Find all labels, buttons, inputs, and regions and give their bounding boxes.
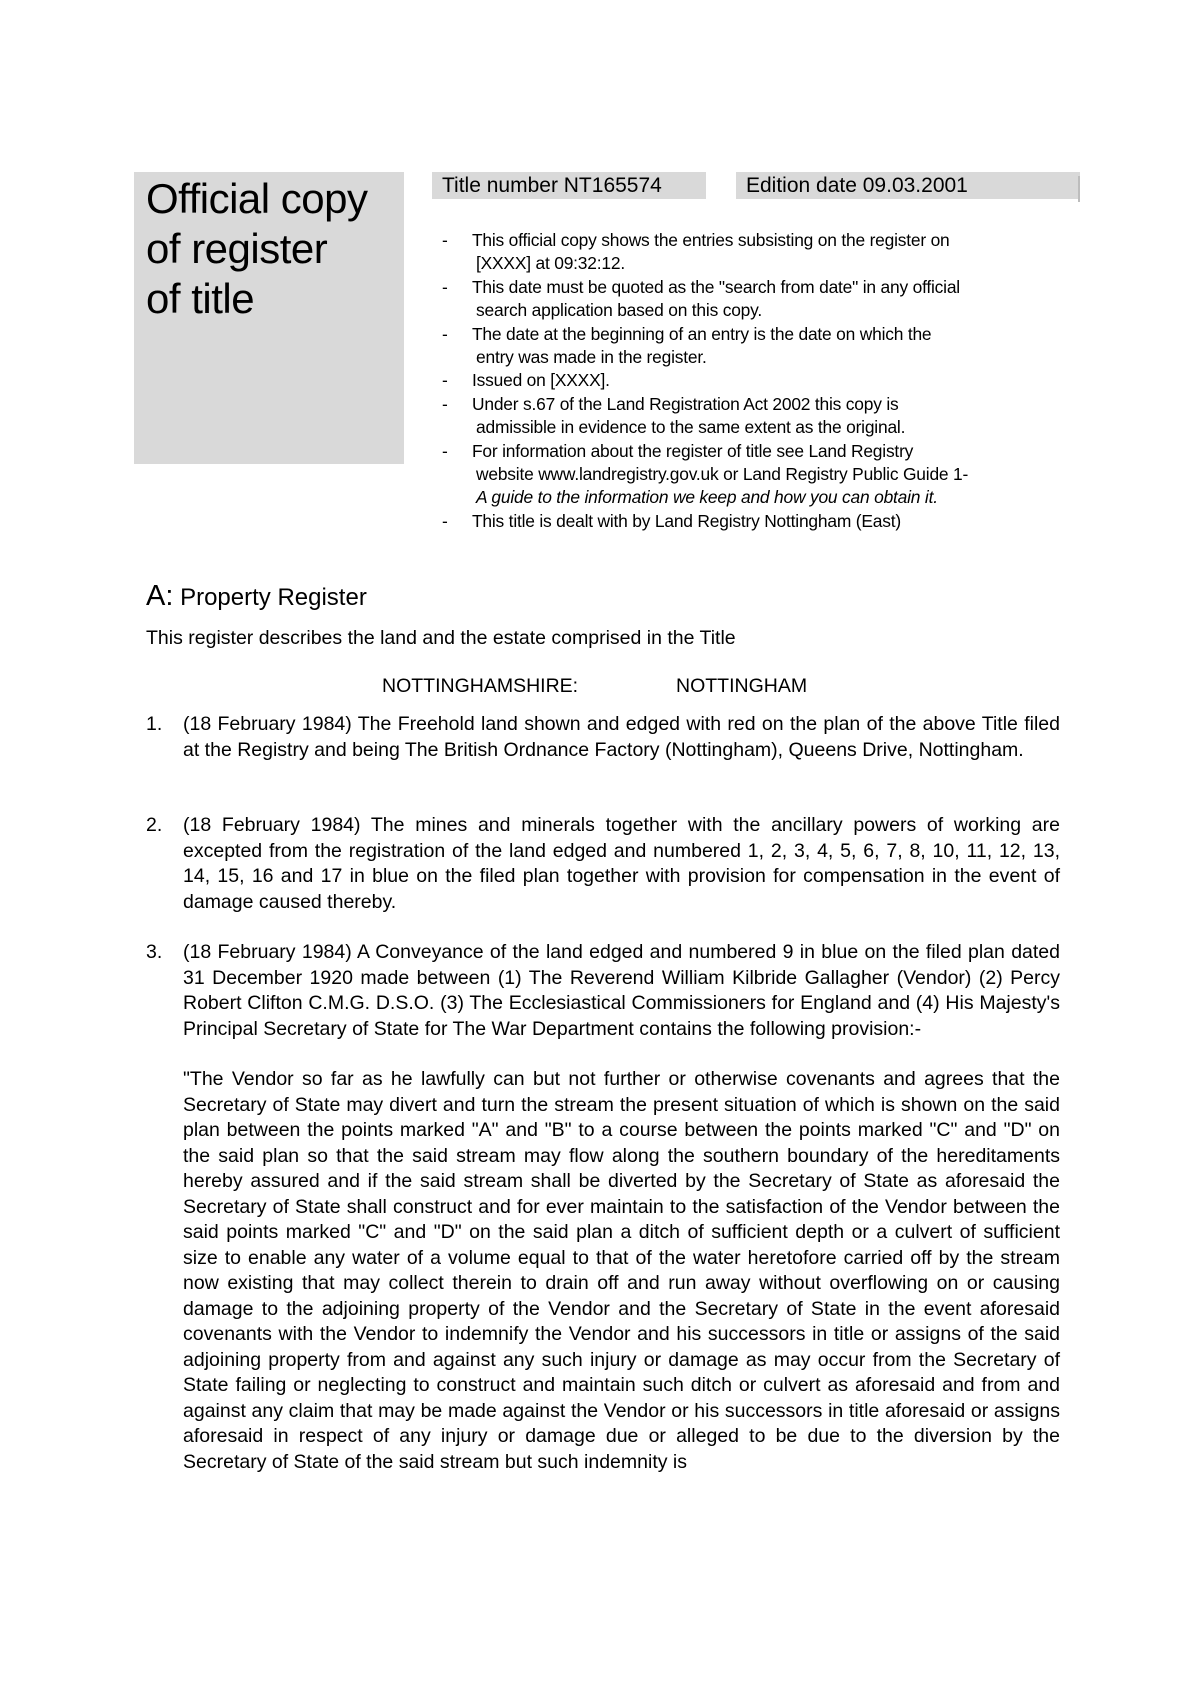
- copy-notes-list: [440, 229, 1090, 533]
- section-letter: A:: [146, 580, 174, 612]
- entry-number: 2.: [146, 814, 163, 836]
- property-register-description: This register describes the land and the estate comprised in the Title: [146, 627, 736, 649]
- edition-date: Edition date 09.03.2001: [736, 172, 1080, 199]
- note-item: [440, 510, 1090, 533]
- entry-text: (18 February 1984) The Freehold land shown and edged with red on the plan of the above Title filed at the Registry and being The British Ordnance Factory (Nottingham), Queens Drive, Nottingham.: [183, 713, 1060, 761]
- note-line: Issued on [XXXX].: [472, 370, 610, 391]
- edition-bar-edge: [1078, 176, 1080, 202]
- document-title-line: of register: [146, 225, 328, 272]
- administrative-area: [382, 675, 808, 698]
- district-name: NOTTINGHAM: [676, 675, 808, 697]
- note-line: For information about the register of title see Land Registry: [472, 440, 914, 461]
- note-item: [440, 369, 1090, 392]
- register-entry: [146, 813, 1060, 915]
- note-line: This title is dealt with by Land Registry Nottingham (East): [472, 510, 901, 531]
- entry-number: 3.: [146, 941, 163, 963]
- entry-text: (18 February 1984) The mines and minerals together with the ancillary powers of working are excepted from the registration of the land edged and numbered 1, 2, 3, 4, 5, 6, 7, 8, 10, 11, 12, 13, 14, 15, 16 and 17 in blue on the filed plan together with provision for compensation in the event of damage caused thereby.: [183, 814, 1060, 913]
- public-guide-title: A guide to the information we keep and how you can obtain it.: [476, 487, 938, 508]
- note-item: [440, 393, 1090, 440]
- document-title: [146, 174, 402, 324]
- title-number: Title number NT165574: [432, 172, 706, 199]
- title-panel: [134, 172, 404, 464]
- note-line: admissible in evidence to the same extent as the original.: [476, 417, 906, 438]
- note-item: [440, 323, 1090, 370]
- register-entry: [146, 712, 1060, 763]
- dash-bullet: -: [442, 370, 448, 391]
- note-line: search application based on this copy.: [476, 300, 762, 321]
- document-title-line: Official copy: [146, 175, 368, 222]
- note-line: website www.landregistry.gov.uk or Land Registry Public Guide 1-: [476, 464, 969, 485]
- note-line: entry was made in the register.: [476, 347, 707, 368]
- note-line: Under s.67 of the Land Registration Act 2002 this copy is: [472, 393, 899, 414]
- dash-bullet: -: [442, 440, 448, 461]
- section-title: Property Register: [173, 584, 367, 611]
- property-register-heading: [146, 580, 367, 613]
- note-item: [440, 229, 1090, 276]
- dash-bullet: -: [442, 510, 448, 531]
- note-item: [440, 440, 1090, 510]
- dash-bullet: -: [442, 393, 448, 414]
- entry-number: 1.: [146, 713, 163, 735]
- entry-text: (18 February 1984) A Conveyance of the land edged and numbered 9 in blue on the filed plan dated 31 December 1920 made between (1) The Reverend William Kilbride Gallagher (Vendor) (2) Percy Robert Clifton C.M.G. D.S.O. (3) The Ecclesiastical Commissioners for England and (4) His Majesty's Principal Secretary of State for The War Department contains the following provision:-: [183, 941, 1060, 1040]
- note-line: This date must be quoted as the "search from date" in any official: [472, 276, 960, 297]
- note-line: The date at the beginning of an entry is the date on which the: [472, 323, 932, 344]
- note-line: [XXXX] at 09:32:12.: [476, 253, 625, 274]
- dash-bullet: -: [442, 230, 448, 250]
- county-name: NOTTINGHAMSHIRE:: [382, 675, 579, 697]
- document-title-line: of title: [146, 275, 255, 322]
- note-line: This official copy shows the entries subsisting on the register on: [472, 230, 950, 250]
- note-item: [440, 276, 1090, 323]
- register-entry: [146, 940, 1060, 1475]
- dash-bullet: -: [442, 323, 448, 344]
- entry-quoted-provision: "The Vendor so far as he lawfully can but not further or otherwise covenants and agrees that the Secretary of State may divert and turn the stream the present situation of which is shown on the said plan between the points marked "A" and "B" to a course between the points marked "C" and "D" on the said plan so that the said stream may flow along the southern boundary of the hereditaments hereby assured and if the said stream shall be diverted by the Secretary of State as aforesaid the Secretary of State shall construct and for ever maintain to the satisfaction of the Vendor between the said points marked "C" and "D" on the said plan a ditch of sufficient depth or a culvert of sufficient size to enable any water of a volume equal to that of the water heretofore carried off by the stream now existing that may collect therein to drain off and run away without overflowing on or causing damage to the adjoining property of the Vendor and the Secretary of State in the event aforesaid covenants with the Vendor to indemnify the Vendor and his successors in title or assigns of the said adjoining property from and against any such injury or damage as may occur from the Secretary of State failing or neglecting to construct and maintain such ditch or culvert as aforesaid and from and against any claim that may be made against the Vendor or his successors in title aforesaid or assigns aforesaid in respect of any injury or damage due or alleged to be due to the diversion by the Secretary of State of the said stream but such indemnity is: [183, 1068, 1060, 1473]
- dash-bullet: -: [442, 276, 448, 297]
